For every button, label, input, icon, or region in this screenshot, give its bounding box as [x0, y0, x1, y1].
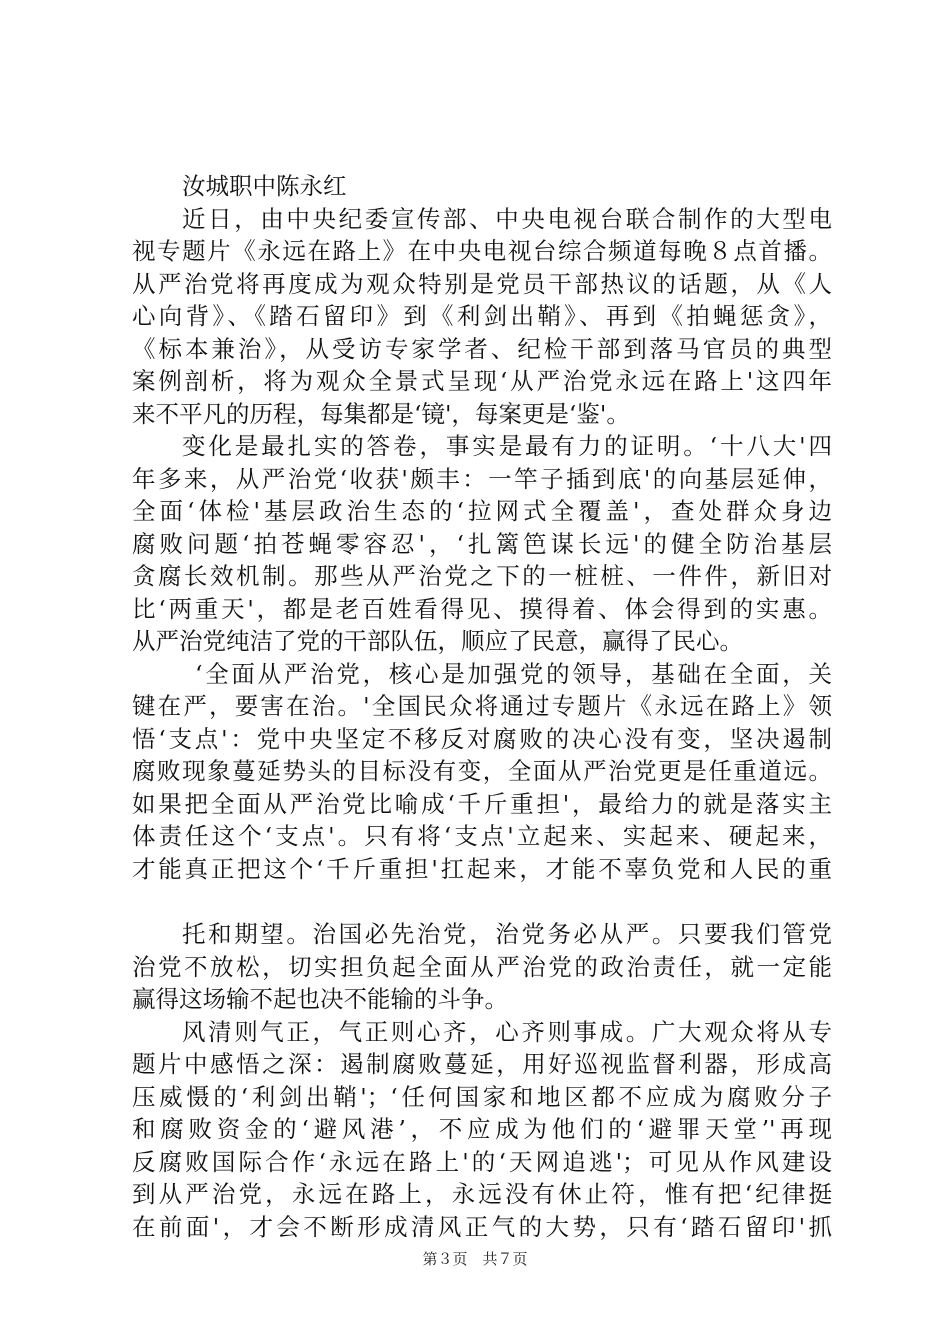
paragraph-1-line-1: 近日，由中央纪委宣传部、中央电视台联合制作的大型电	[182, 205, 832, 233]
paragraph-3-line-3: 悟‘支点'：党中央坚定不移反对腐败的决心没有变，坚决遏制	[132, 725, 832, 753]
paragraph-4-line-3: 赢得这场输不起也决不能输的斗争。	[132, 985, 508, 1013]
paragraph-5-line-7: 在前面'，才会不断形成清风正气的大势，只有‘踏石留印'抓	[132, 1213, 832, 1241]
paragraph-2-line-3: 全面‘体检'基层政治生态的‘拉网式全覆盖'，查处群众身边	[132, 497, 832, 525]
paragraph-1-line-6: 案例剖析，将为观众全景式呈现‘从严治党永远在路上'这四年	[132, 367, 832, 395]
paragraph-5-line-4: 和腐败资金的‘避风港’，不应成为他们的‘避罪天堂’'再现	[132, 1115, 832, 1143]
paragraph-4-line-2: 治党不放松，切实担负起全面从严治党的政治责任，就一定能	[132, 953, 832, 981]
paragraph-3-line-4: 腐败现象蔓延势头的目标没有变，全面从严治党更是任重道远。	[132, 757, 832, 785]
paragraph-4-line-1: 托和期望。治国必先治党，治党务必从严。只要我们管党	[182, 920, 832, 948]
paragraph-2-line-4: 腐败问题‘拍苍蝇零容忍'，‘扎篱笆谋长远'的健全防治基层	[132, 530, 832, 558]
paragraph-1-line-7: 来不平凡的历程，每集都是‘镜'，每案更是‘鉴'。	[132, 400, 630, 428]
paragraph-3-line-6: 体责任这个‘支点'。只有将‘支点'立起来、实起来、硬起来，	[132, 822, 832, 850]
paragraph-5-line-6: 到从严治党，永远在路上，永远没有休止符，惟有把‘纪律挺	[132, 1180, 832, 1208]
page-indicator: 第３页 共７页	[422, 1250, 528, 1268]
paragraph-5-line-3: 压威慑的‘利剑出鞘'；‘任何国家和地区都不应成为腐败分子	[132, 1083, 832, 1111]
paragraph-2-line-5: 贪腐长效机制。那些从严治党之下的一桩桩、一件件，新旧对	[132, 562, 832, 590]
paragraph-2-line-6: 比‘两重天'，都是老百姓看得见、摸得着、体会得到的实惠。	[132, 595, 832, 623]
author-line: 汝城职中陈永红	[182, 172, 347, 200]
paragraph-3-line-5: 如果把全面从严治党比喻成‘千斤重担'，最给力的就是落实主	[132, 790, 832, 818]
paragraph-1-line-5: 《标本兼治》，从受访专家学者、纪检干部到落马官员的典型	[132, 335, 832, 363]
paragraph-3-line-7: 才能真正把这个‘千斤重担'扛起来，才能不辜负党和人民的重	[132, 855, 832, 883]
paragraph-5-line-5: 反腐败国际合作‘永远在路上'的‘天网追逃'；可见从作风建设	[132, 1148, 832, 1176]
paragraph-1-line-2: 视专题片《永远在路上》在中央电视台综合频道每晚８点首播。	[132, 237, 832, 265]
paragraph-2-line-1: 变化是最扎实的答卷，事实是最有力的证明。‘十八大'四	[182, 432, 832, 460]
paragraph-2-line-2: 年多来，从严治党‘收获'颇丰：一竿子插到底'的向基层延伸，	[132, 465, 832, 493]
paragraph-2-line-7: 从严治党纯洁了党的干部队伍，顺应了民意，赢得了民心。	[132, 627, 743, 655]
paragraph-3-line-1: ‘全面从严治党，核心是加强党的领导，基础在全面，关	[195, 660, 832, 688]
paragraph-1-line-3: 从严治党将再度成为观众特别是党员干部热议的话题，从《人	[132, 270, 832, 298]
paragraph-5-line-1: 风清则气正，气正则心齐，心齐则事成。广大观众将从专	[182, 1018, 832, 1046]
paragraph-3-line-2: 键在严，要害在治。'全国民众将通过专题片《永远在路上》领	[132, 692, 832, 720]
paragraph-5-line-2: 题片中感悟之深：遏制腐败蔓延，用好巡视监督利器，形成高	[132, 1050, 832, 1078]
paragraph-1-line-4: 心向背》、《踏石留印》到《利剑出鞘》、再到《拍蝇惩贪》，	[132, 302, 832, 330]
